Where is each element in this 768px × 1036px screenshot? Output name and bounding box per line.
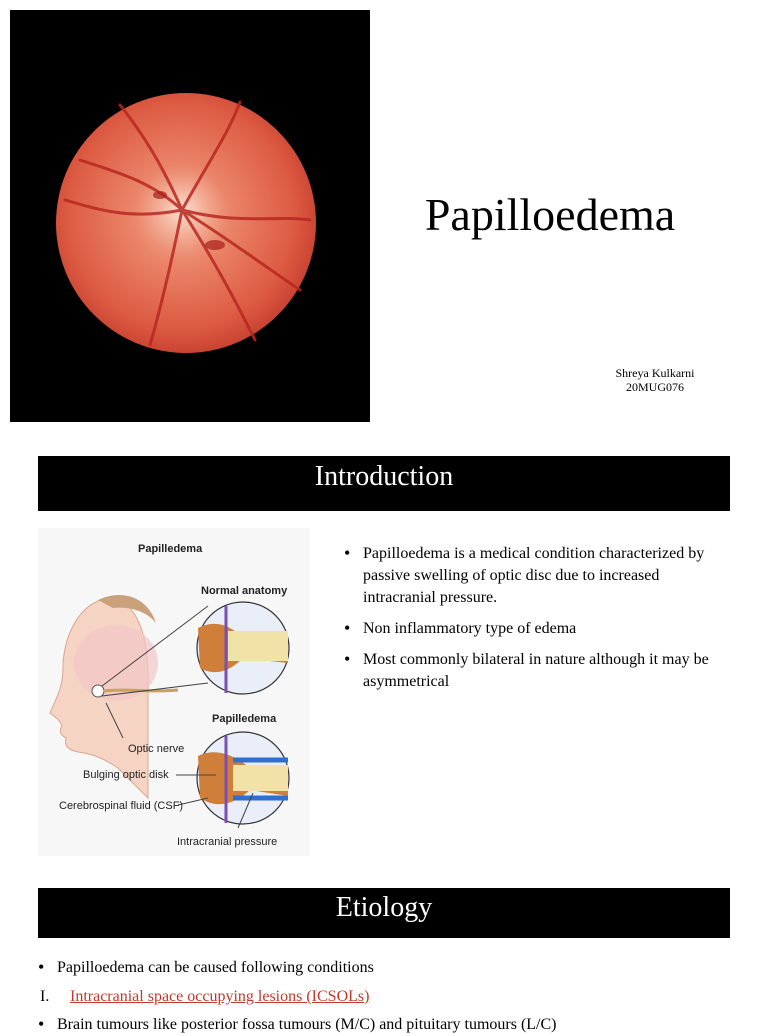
introduction-heading: Introduction: [38, 456, 730, 511]
etiology-numbered-item: [40, 986, 369, 1008]
etiology-bullet-tumours: • Brain tumours like posterior fossa tumours (M/C) and pituitary tumours (L/C): [38, 1014, 557, 1036]
papilledema-diagram: [38, 528, 310, 856]
csf-label: Cerebrospinal fluid (CSF): [59, 800, 184, 812]
intro-bullet-list: [344, 543, 729, 702]
optic-nerve-label: Optic nerve: [128, 743, 185, 755]
numbered-marker: I.: [40, 988, 50, 1005]
etiology-heading: Etiology: [38, 888, 730, 938]
icp-label: Intracranial pressure: [177, 836, 278, 848]
papilledema-inset-label: Papilledema: [212, 713, 277, 725]
slide-title: Papilloedema: [424, 189, 676, 240]
etiology-bullet: • Papilloedema can be caused following conditions: [38, 957, 374, 979]
list-item: • Papilloedema is a medical condition characterized by passive swelling of optic disc due to increased intracranial pressure.: [344, 543, 729, 609]
list-item: • Most commonly bilateral in nature although it may be asymmetrical: [344, 649, 729, 693]
fundus-photo: [10, 10, 370, 422]
icsol-link[interactable]: Intracranial space occupying lesions (ICSOLs): [70, 988, 370, 1005]
normal-anatomy-label: Normal anatomy: [201, 585, 288, 597]
author-info: [590, 366, 720, 394]
diagram-title: Papilledema: [138, 543, 203, 555]
author-id: 20MUG076: [625, 380, 684, 394]
author-name: Shreya Kulkarni: [615, 366, 695, 380]
list-item: • Non inflammatory type of edema: [344, 618, 729, 640]
bulging-disk-label: Bulging optic disk: [83, 769, 169, 781]
